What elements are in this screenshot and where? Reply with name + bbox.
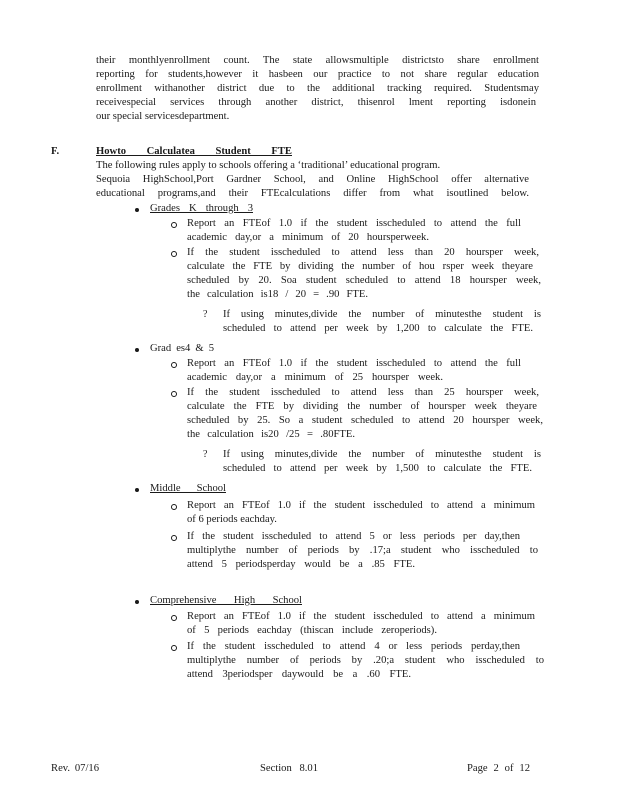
intro-line: our special servicesdepartment.	[96, 111, 230, 122]
intro-line: enrollment withanother district due to the additional tracking required. Studentsmay	[96, 83, 539, 94]
circle-bullet-icon	[171, 362, 177, 368]
note-line: If using minutes,divide the number of minutesthe student is	[223, 449, 541, 460]
note-line: scheduled to attend per week by 1,500 to calculate the FTE.	[223, 463, 532, 474]
footer-revision: Rev. 07/16	[51, 763, 99, 774]
list-item-line: Report an FTEof 1.0 if the student isscheduled to attend a minimum	[187, 500, 535, 511]
section-lead-line: educational programs,and their FTEcalculations differ from what isoutlined below.	[96, 188, 529, 199]
circle-bullet-icon	[171, 615, 177, 621]
circle-bullet-icon	[171, 504, 177, 510]
list-item-line: multiplythe number of periods by .17;a student who isscheduled to	[187, 545, 538, 556]
list-item-line: multiplythe number of periods by .20;a student who isscheduled to	[187, 655, 544, 666]
list-item-line: academic day,or a minimum of 20 hoursperweek.	[187, 232, 429, 243]
list-item-line: If the student isscheduled to attend less than 20 hoursper week,	[187, 247, 539, 258]
list-item-line: If the student isscheduled to attend 5 or less periods per day,then	[187, 531, 520, 542]
circle-bullet-icon	[171, 251, 177, 257]
intro-line: their monthlyenrollment count. The state allowsmultiple districtsto share enrollment	[96, 55, 539, 66]
list-item-line: Report an FTEof 1.0 if the student isscheduled to attend the full	[187, 218, 521, 229]
note-marker: ?	[203, 449, 208, 460]
section-letter: F.	[51, 146, 60, 157]
list-item-line: scheduled by 25. So a student scheduled to attend 20 hoursper week,	[187, 415, 543, 426]
section-lead-line: Sequoia HighSchool,Port Gardner School, and Online HighSchool offer alternative	[96, 174, 529, 185]
list-item-line: the calculation is20 /25 = .80FTE.	[187, 429, 355, 440]
bullet-dot-icon	[135, 208, 139, 212]
list-item-line: Report an FTEof 1.0 if the student isscheduled to attend the full	[187, 358, 521, 369]
note-line: If using minutes,divide the number of minutesthe student is	[223, 309, 541, 320]
circle-bullet-icon	[171, 645, 177, 651]
intro-line: receivespecial services through another district, thisenrol lment reporting isdonein	[96, 97, 536, 108]
circle-bullet-icon	[171, 535, 177, 541]
footer-page-number: Page 2 of 12	[467, 763, 530, 774]
bullet-dot-icon	[135, 600, 139, 604]
bullet-dot-icon	[135, 488, 139, 492]
list-item-line: of 6 periods eachday.	[187, 514, 277, 525]
note-line: scheduled to attend per week by 1,200 to calculate the FTE.	[223, 323, 533, 334]
bullet-dot-icon	[135, 348, 139, 352]
section-lead-line: The following rules apply to schools offering a ‘traditional’ educational program.	[96, 160, 441, 171]
list-item-line: academic day,or a minimum of 25 hoursper week.	[187, 372, 443, 383]
list-item-line: calculate the FTE by dividing the number of hou rsper week theyare	[187, 261, 533, 272]
group-title: Middle School	[150, 483, 226, 494]
list-item-line: scheduled by 20. Soa student scheduled to attend 18 hoursper week,	[187, 275, 541, 286]
circle-bullet-icon	[171, 391, 177, 397]
list-item-line: the calculation is18 / 20 = .90 FTE.	[187, 289, 368, 300]
note-marker: ?	[203, 309, 208, 320]
footer-section: Section 8.01	[260, 763, 318, 774]
list-item-line: calculate the FTE by dividing the number of hoursper week theyare	[187, 401, 537, 412]
list-item-line: of 5 periods eachday (thiscan include zeroperiods).	[187, 625, 437, 636]
group-title: Comprehensive High School	[150, 595, 302, 606]
section-heading: Howto Calculatea Student FTE	[96, 146, 292, 157]
group-title: Grad es4 & 5	[150, 343, 214, 354]
list-item-line: If the student isscheduled to attend 4 or less periods perday,then	[187, 641, 520, 652]
intro-line: reporting for students,however it hasbeen our practice to not share regular education	[96, 69, 539, 80]
circle-bullet-icon	[171, 222, 177, 228]
list-item-line: Report an FTEof 1.0 if the student isscheduled to attend a minimum	[187, 611, 535, 622]
list-item-line: attend 3periodsper daywould be a .60 FTE.	[187, 669, 411, 680]
list-item-line: attend 5 periodsperday would be a .85 FTE.	[187, 559, 415, 570]
group-title: Grades K through 3	[150, 203, 253, 214]
list-item-line: If the student isscheduled to attend less than 25 hoursper week,	[187, 387, 539, 398]
